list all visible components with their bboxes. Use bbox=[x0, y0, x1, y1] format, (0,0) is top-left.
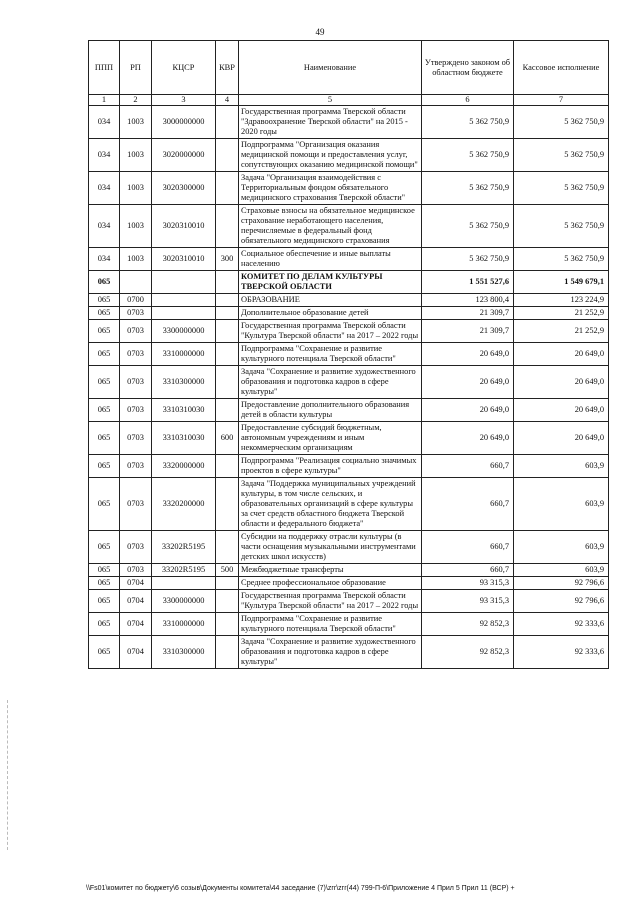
table-row bbox=[89, 590, 609, 613]
cell-name: Государственная программа Тверской области "Культура Тверской области" на 2017 – 2022 годы bbox=[239, 590, 422, 613]
cell-ppp: 034 bbox=[89, 172, 120, 205]
cell-kcsr: 3300000000 bbox=[152, 590, 216, 613]
cell-name: Подпрограмма "Сохранение и развитие культурного потенциала Тверской области" bbox=[239, 613, 422, 636]
cell-cash: 603,9 bbox=[514, 455, 609, 478]
cell-kcsr: 3310310030 bbox=[152, 422, 216, 455]
column-number: 7 bbox=[514, 95, 609, 106]
page-number: 49 bbox=[315, 27, 325, 37]
table-body bbox=[89, 106, 609, 669]
cell-rp: 0703 bbox=[120, 366, 152, 399]
table-row bbox=[89, 343, 609, 366]
cell-kvr bbox=[216, 613, 239, 636]
cell-name: Дополнительное образование детей bbox=[239, 307, 422, 320]
cell-approved: 660,7 bbox=[422, 531, 514, 564]
cell-kcsr: 3310310030 bbox=[152, 399, 216, 422]
cell-name: ОБРАЗОВАНИЕ bbox=[239, 294, 422, 307]
cell-kvr bbox=[216, 455, 239, 478]
cell-approved: 93 315,3 bbox=[422, 590, 514, 613]
table-row bbox=[89, 455, 609, 478]
cell-approved: 92 852,3 bbox=[422, 613, 514, 636]
cell-cash: 5 362 750,9 bbox=[514, 172, 609, 205]
cell-name: Среднее профессиональное образование bbox=[239, 577, 422, 590]
table-row bbox=[89, 205, 609, 248]
cell-rp: 0704 bbox=[120, 613, 152, 636]
cell-kcsr: 3020310010 bbox=[152, 205, 216, 248]
cell-rp: 1003 bbox=[120, 172, 152, 205]
cell-ppp: 065 bbox=[89, 343, 120, 366]
cell-approved: 20 649,0 bbox=[422, 343, 514, 366]
cell-cash: 603,9 bbox=[514, 564, 609, 577]
cell-rp: 0704 bbox=[120, 577, 152, 590]
cell-cash: 20 649,0 bbox=[514, 422, 609, 455]
table-row bbox=[89, 422, 609, 455]
cell-cash: 603,9 bbox=[514, 531, 609, 564]
cell-rp: 0703 bbox=[120, 320, 152, 343]
cell-kvr bbox=[216, 106, 239, 139]
cell-ppp: 065 bbox=[89, 271, 120, 294]
cell-cash: 5 362 750,9 bbox=[514, 106, 609, 139]
table-row bbox=[89, 106, 609, 139]
cell-ppp: 034 bbox=[89, 205, 120, 248]
header-kcsr: КЦСР bbox=[152, 41, 216, 95]
column-number: 3 bbox=[152, 95, 216, 106]
header-cash: Кассовое исполнение bbox=[514, 41, 609, 95]
cell-name: Задача "Организация взаимодействия с Территориальным фондом обязательного медицинского страхования Тверской области" bbox=[239, 172, 422, 205]
cell-kvr bbox=[216, 478, 239, 531]
cell-kvr bbox=[216, 205, 239, 248]
footer-file-path: \\Fs01\комитет по бюджету\6 созыв\Документы комитета\44 заседание (7)\zгr\zгr(44) 799-П-6\Приложение 4 Прил 5 Прил 11 (ВСР) + bbox=[86, 885, 515, 892]
table-row bbox=[89, 564, 609, 577]
cell-rp: 0703 bbox=[120, 399, 152, 422]
header-name: Наименование bbox=[239, 41, 422, 95]
cell-kvr bbox=[216, 590, 239, 613]
cell-approved: 93 315,3 bbox=[422, 577, 514, 590]
cell-kcsr: 3020310010 bbox=[152, 248, 216, 271]
cell-kvr bbox=[216, 577, 239, 590]
cell-kvr bbox=[216, 399, 239, 422]
table-row bbox=[89, 399, 609, 422]
cell-cash: 21 252,9 bbox=[514, 320, 609, 343]
cell-kcsr: 3320000000 bbox=[152, 455, 216, 478]
column-number: 4 bbox=[216, 95, 239, 106]
cell-kvr bbox=[216, 139, 239, 172]
cell-rp: 0700 bbox=[120, 294, 152, 307]
cell-approved: 20 649,0 bbox=[422, 366, 514, 399]
cell-ppp: 065 bbox=[89, 613, 120, 636]
cell-kvr bbox=[216, 294, 239, 307]
cell-rp: 1003 bbox=[120, 248, 152, 271]
cell-approved: 20 649,0 bbox=[422, 399, 514, 422]
table-row bbox=[89, 139, 609, 172]
cell-name: Государственная программа Тверской области "Культура Тверской области" на 2017 – 2022 годы bbox=[239, 320, 422, 343]
cell-rp: 0703 bbox=[120, 422, 152, 455]
cell-ppp: 065 bbox=[89, 478, 120, 531]
table-row bbox=[89, 478, 609, 531]
cell-cash: 5 362 750,9 bbox=[514, 205, 609, 248]
cell-kvr bbox=[216, 172, 239, 205]
column-number: 1 bbox=[89, 95, 120, 106]
cell-rp: 1003 bbox=[120, 106, 152, 139]
cell-approved: 123 800,4 bbox=[422, 294, 514, 307]
cell-kvr bbox=[216, 636, 239, 669]
cell-approved: 21 309,7 bbox=[422, 307, 514, 320]
cell-kcsr bbox=[152, 577, 216, 590]
cell-kcsr: 3020300000 bbox=[152, 172, 216, 205]
table-row bbox=[89, 531, 609, 564]
cell-kvr bbox=[216, 343, 239, 366]
cell-ppp: 065 bbox=[89, 531, 120, 564]
cell-kcsr: 3020000000 bbox=[152, 139, 216, 172]
header-approved: Утверждено законом об областном бюджете bbox=[422, 41, 514, 95]
cell-name: Подпрограмма "Реализация социально значимых проектов в сфере культуры" bbox=[239, 455, 422, 478]
scan-edge-marks bbox=[7, 700, 10, 850]
cell-ppp: 034 bbox=[89, 106, 120, 139]
cell-cash: 20 649,0 bbox=[514, 399, 609, 422]
cell-kcsr: 33202R5195 bbox=[152, 564, 216, 577]
cell-rp: 0704 bbox=[120, 590, 152, 613]
cell-ppp: 065 bbox=[89, 320, 120, 343]
cell-approved: 5 362 750,9 bbox=[422, 172, 514, 205]
table-row bbox=[89, 294, 609, 307]
cell-cash: 123 224,9 bbox=[514, 294, 609, 307]
table-row bbox=[89, 307, 609, 320]
cell-cash: 21 252,9 bbox=[514, 307, 609, 320]
cell-kvr bbox=[216, 366, 239, 399]
column-number: 2 bbox=[120, 95, 152, 106]
cell-rp: 0703 bbox=[120, 564, 152, 577]
table-row bbox=[89, 577, 609, 590]
column-number-row bbox=[89, 95, 609, 106]
column-number: 6 bbox=[422, 95, 514, 106]
cell-cash: 92 333,6 bbox=[514, 613, 609, 636]
cell-rp: 0703 bbox=[120, 343, 152, 366]
cell-name: Социальное обеспечение и иные выплаты населению bbox=[239, 248, 422, 271]
cell-rp bbox=[120, 271, 152, 294]
table-row bbox=[89, 271, 609, 294]
cell-kvr bbox=[216, 531, 239, 564]
cell-approved: 92 852,3 bbox=[422, 636, 514, 669]
cell-rp: 1003 bbox=[120, 139, 152, 172]
cell-kvr bbox=[216, 320, 239, 343]
cell-name: Предоставление дополнительного образования детей в области культуры bbox=[239, 399, 422, 422]
cell-rp: 1003 bbox=[120, 205, 152, 248]
header-ppp: ППП bbox=[89, 41, 120, 95]
cell-cash: 5 362 750,9 bbox=[514, 248, 609, 271]
table-row bbox=[89, 636, 609, 669]
table-row bbox=[89, 172, 609, 205]
table-row bbox=[89, 613, 609, 636]
cell-ppp: 065 bbox=[89, 422, 120, 455]
cell-approved: 21 309,7 bbox=[422, 320, 514, 343]
cell-name: Государственная программа Тверской области "Здравоохранение Тверской области" на 2015 - 2020 годы bbox=[239, 106, 422, 139]
cell-cash: 1 549 679,1 bbox=[514, 271, 609, 294]
table-row bbox=[89, 248, 609, 271]
cell-ppp: 065 bbox=[89, 455, 120, 478]
cell-ppp: 065 bbox=[89, 366, 120, 399]
cell-approved: 5 362 750,9 bbox=[422, 205, 514, 248]
cell-approved: 1 551 527,6 bbox=[422, 271, 514, 294]
cell-cash: 92 333,6 bbox=[514, 636, 609, 669]
cell-ppp: 065 bbox=[89, 564, 120, 577]
cell-cash: 5 362 750,9 bbox=[514, 139, 609, 172]
cell-name: Задача "Поддержка муниципальных учреждений культуры, в том числе сельских, и образовательных организаций в сфере культуры за счет средств областного бюджета Тверской области и федерального бюджета" bbox=[239, 478, 422, 531]
cell-kcsr: 3310000000 bbox=[152, 613, 216, 636]
cell-kcsr: 33202R5195 bbox=[152, 531, 216, 564]
table-row bbox=[89, 366, 609, 399]
cell-kvr: 600 bbox=[216, 422, 239, 455]
cell-cash: 20 649,0 bbox=[514, 366, 609, 399]
cell-kcsr: 3320200000 bbox=[152, 478, 216, 531]
header-rp: РП bbox=[120, 41, 152, 95]
cell-ppp: 065 bbox=[89, 577, 120, 590]
cell-name: Подпрограмма "Сохранение и развитие культурного потенциала Тверской области" bbox=[239, 343, 422, 366]
cell-approved: 5 362 750,9 bbox=[422, 139, 514, 172]
cell-name: Межбюджетные трансферты bbox=[239, 564, 422, 577]
cell-approved: 660,7 bbox=[422, 478, 514, 531]
cell-kcsr bbox=[152, 307, 216, 320]
budget-table bbox=[88, 40, 609, 669]
cell-kvr bbox=[216, 307, 239, 320]
cell-ppp: 034 bbox=[89, 139, 120, 172]
cell-rp: 0704 bbox=[120, 636, 152, 669]
cell-ppp: 034 bbox=[89, 248, 120, 271]
cell-kvr: 500 bbox=[216, 564, 239, 577]
cell-ppp: 065 bbox=[89, 399, 120, 422]
cell-name: Задача "Сохранение и развитие художественного образования и подготовка кадров в сфере культуры" bbox=[239, 636, 422, 669]
cell-cash: 20 649,0 bbox=[514, 343, 609, 366]
header-kvr: КВР bbox=[216, 41, 239, 95]
cell-name: Предоставление субсидий бюджетным, автономным учреждениям и иным некоммерческим организациям bbox=[239, 422, 422, 455]
cell-cash: 92 796,6 bbox=[514, 590, 609, 613]
cell-ppp: 065 bbox=[89, 636, 120, 669]
cell-cash: 92 796,6 bbox=[514, 577, 609, 590]
cell-kcsr: 3310000000 bbox=[152, 343, 216, 366]
cell-kcsr: 3310300000 bbox=[152, 636, 216, 669]
cell-ppp: 065 bbox=[89, 294, 120, 307]
cell-rp: 0703 bbox=[120, 478, 152, 531]
cell-name: Страховые взносы на обязательное медицинское страхование неработающего населения, перечисляемые в федеральный фонд обязательного медицинского страхования bbox=[239, 205, 422, 248]
cell-kcsr: 3300000000 bbox=[152, 320, 216, 343]
cell-kvr bbox=[216, 271, 239, 294]
cell-ppp: 065 bbox=[89, 590, 120, 613]
cell-name: Задача "Сохранение и развитие художественного образования и подготовка кадров в сфере культуры" bbox=[239, 366, 422, 399]
cell-kvr: 300 bbox=[216, 248, 239, 271]
cell-name: Субсидии на поддержку отрасли культуры (в части оснащения музыкальными инструментами детских школ искусств) bbox=[239, 531, 422, 564]
cell-approved: 5 362 750,9 bbox=[422, 248, 514, 271]
cell-approved: 660,7 bbox=[422, 564, 514, 577]
cell-rp: 0703 bbox=[120, 307, 152, 320]
cell-ppp: 065 bbox=[89, 307, 120, 320]
cell-rp: 0703 bbox=[120, 455, 152, 478]
cell-kcsr: 3000000000 bbox=[152, 106, 216, 139]
cell-kcsr bbox=[152, 271, 216, 294]
cell-kcsr bbox=[152, 294, 216, 307]
cell-name: Подпрограмма "Организация оказания медицинской помощи и предоставления услуг, сопутствующих оказанию медицинской помощи" bbox=[239, 139, 422, 172]
cell-kcsr: 3310300000 bbox=[152, 366, 216, 399]
cell-cash: 603,9 bbox=[514, 478, 609, 531]
table-header-row bbox=[89, 41, 609, 95]
cell-approved: 5 362 750,9 bbox=[422, 106, 514, 139]
column-number: 5 bbox=[239, 95, 422, 106]
cell-approved: 660,7 bbox=[422, 455, 514, 478]
table-row bbox=[89, 320, 609, 343]
cell-rp: 0703 bbox=[120, 531, 152, 564]
cell-approved: 20 649,0 bbox=[422, 422, 514, 455]
cell-name: КОМИТЕТ ПО ДЕЛАМ КУЛЬТУРЫ ТВЕРСКОЙ ОБЛАСТИ bbox=[239, 271, 422, 294]
